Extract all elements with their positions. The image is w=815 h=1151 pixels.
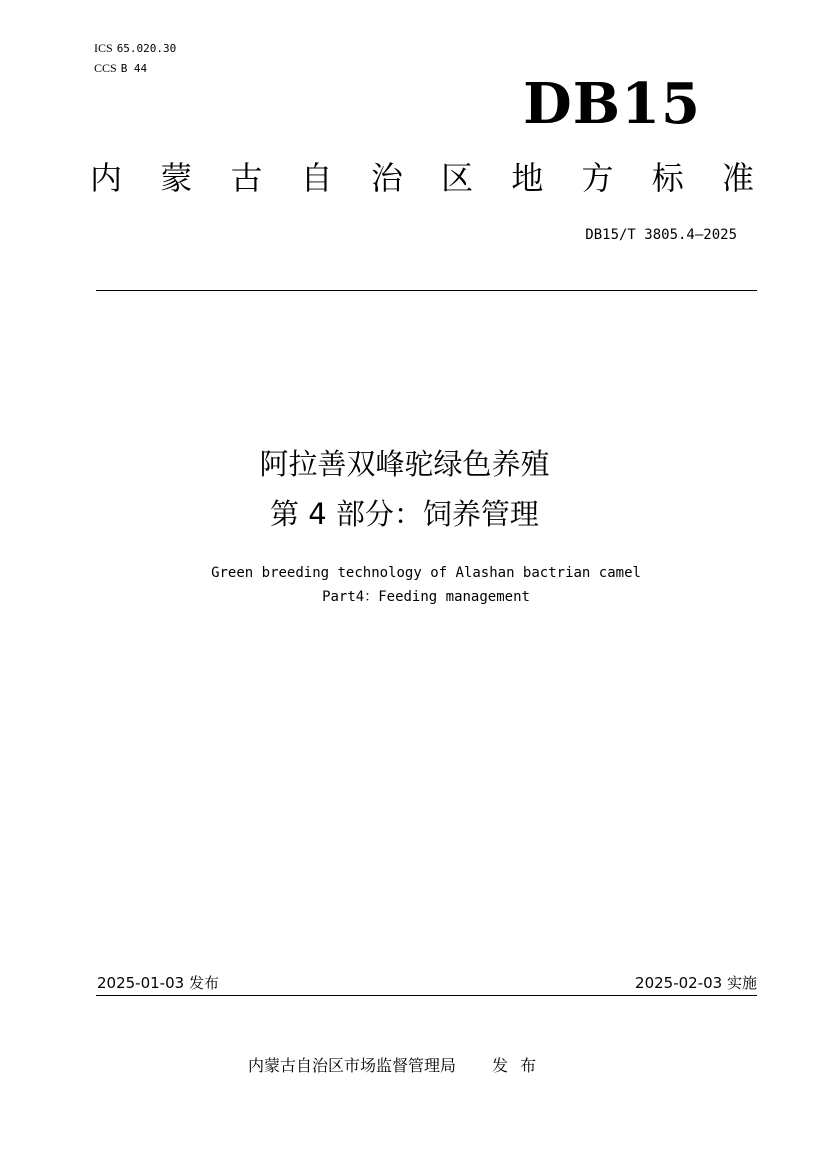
title-char: 内: [90, 159, 123, 197]
implementation-date: 2025-02-03 实施: [635, 974, 757, 992]
title-char: 治: [370, 159, 403, 197]
title-char: 准: [721, 159, 754, 197]
standard-category-title: [90, 156, 754, 200]
standard-code-logo: DB15: [523, 71, 701, 137]
issue-date: 2025-01-03 发布: [97, 974, 219, 992]
chinese-title-line-1: 阿拉善双峰驼绿色养殖: [259, 447, 550, 481]
footer-divider: [96, 995, 757, 996]
title-char: 方: [581, 159, 614, 197]
issuer-name: 内蒙古自治区市场监督管理局: [248, 1056, 457, 1075]
issuer-action: 发布: [492, 1056, 549, 1075]
ccs-value: B 44: [120, 62, 148, 75]
title-char: 蒙: [160, 159, 193, 197]
ccs-line: [94, 61, 147, 76]
title-char: 地: [511, 159, 544, 197]
english-title-line-2: Part4：Feeding management: [322, 589, 530, 605]
title-char: 自: [300, 159, 333, 197]
standard-number: DB15/T 3805.4—2025: [585, 227, 737, 243]
english-title-line-1: Green breeding technology of Alashan bactrian camel: [211, 565, 641, 581]
ics-label: ICS: [94, 41, 113, 55]
ccs-label: CCS: [94, 61, 117, 75]
issuing-authority: [248, 1054, 548, 1078]
title-char: 区: [441, 159, 474, 197]
title-char: 标: [651, 159, 684, 197]
ics-value: 65.020.30: [116, 42, 177, 55]
title-char: 古: [230, 159, 263, 197]
chinese-title-line-2: 第 4 部分：饲养管理: [270, 497, 539, 531]
header-divider: [96, 290, 757, 291]
ics-line: [94, 41, 176, 56]
